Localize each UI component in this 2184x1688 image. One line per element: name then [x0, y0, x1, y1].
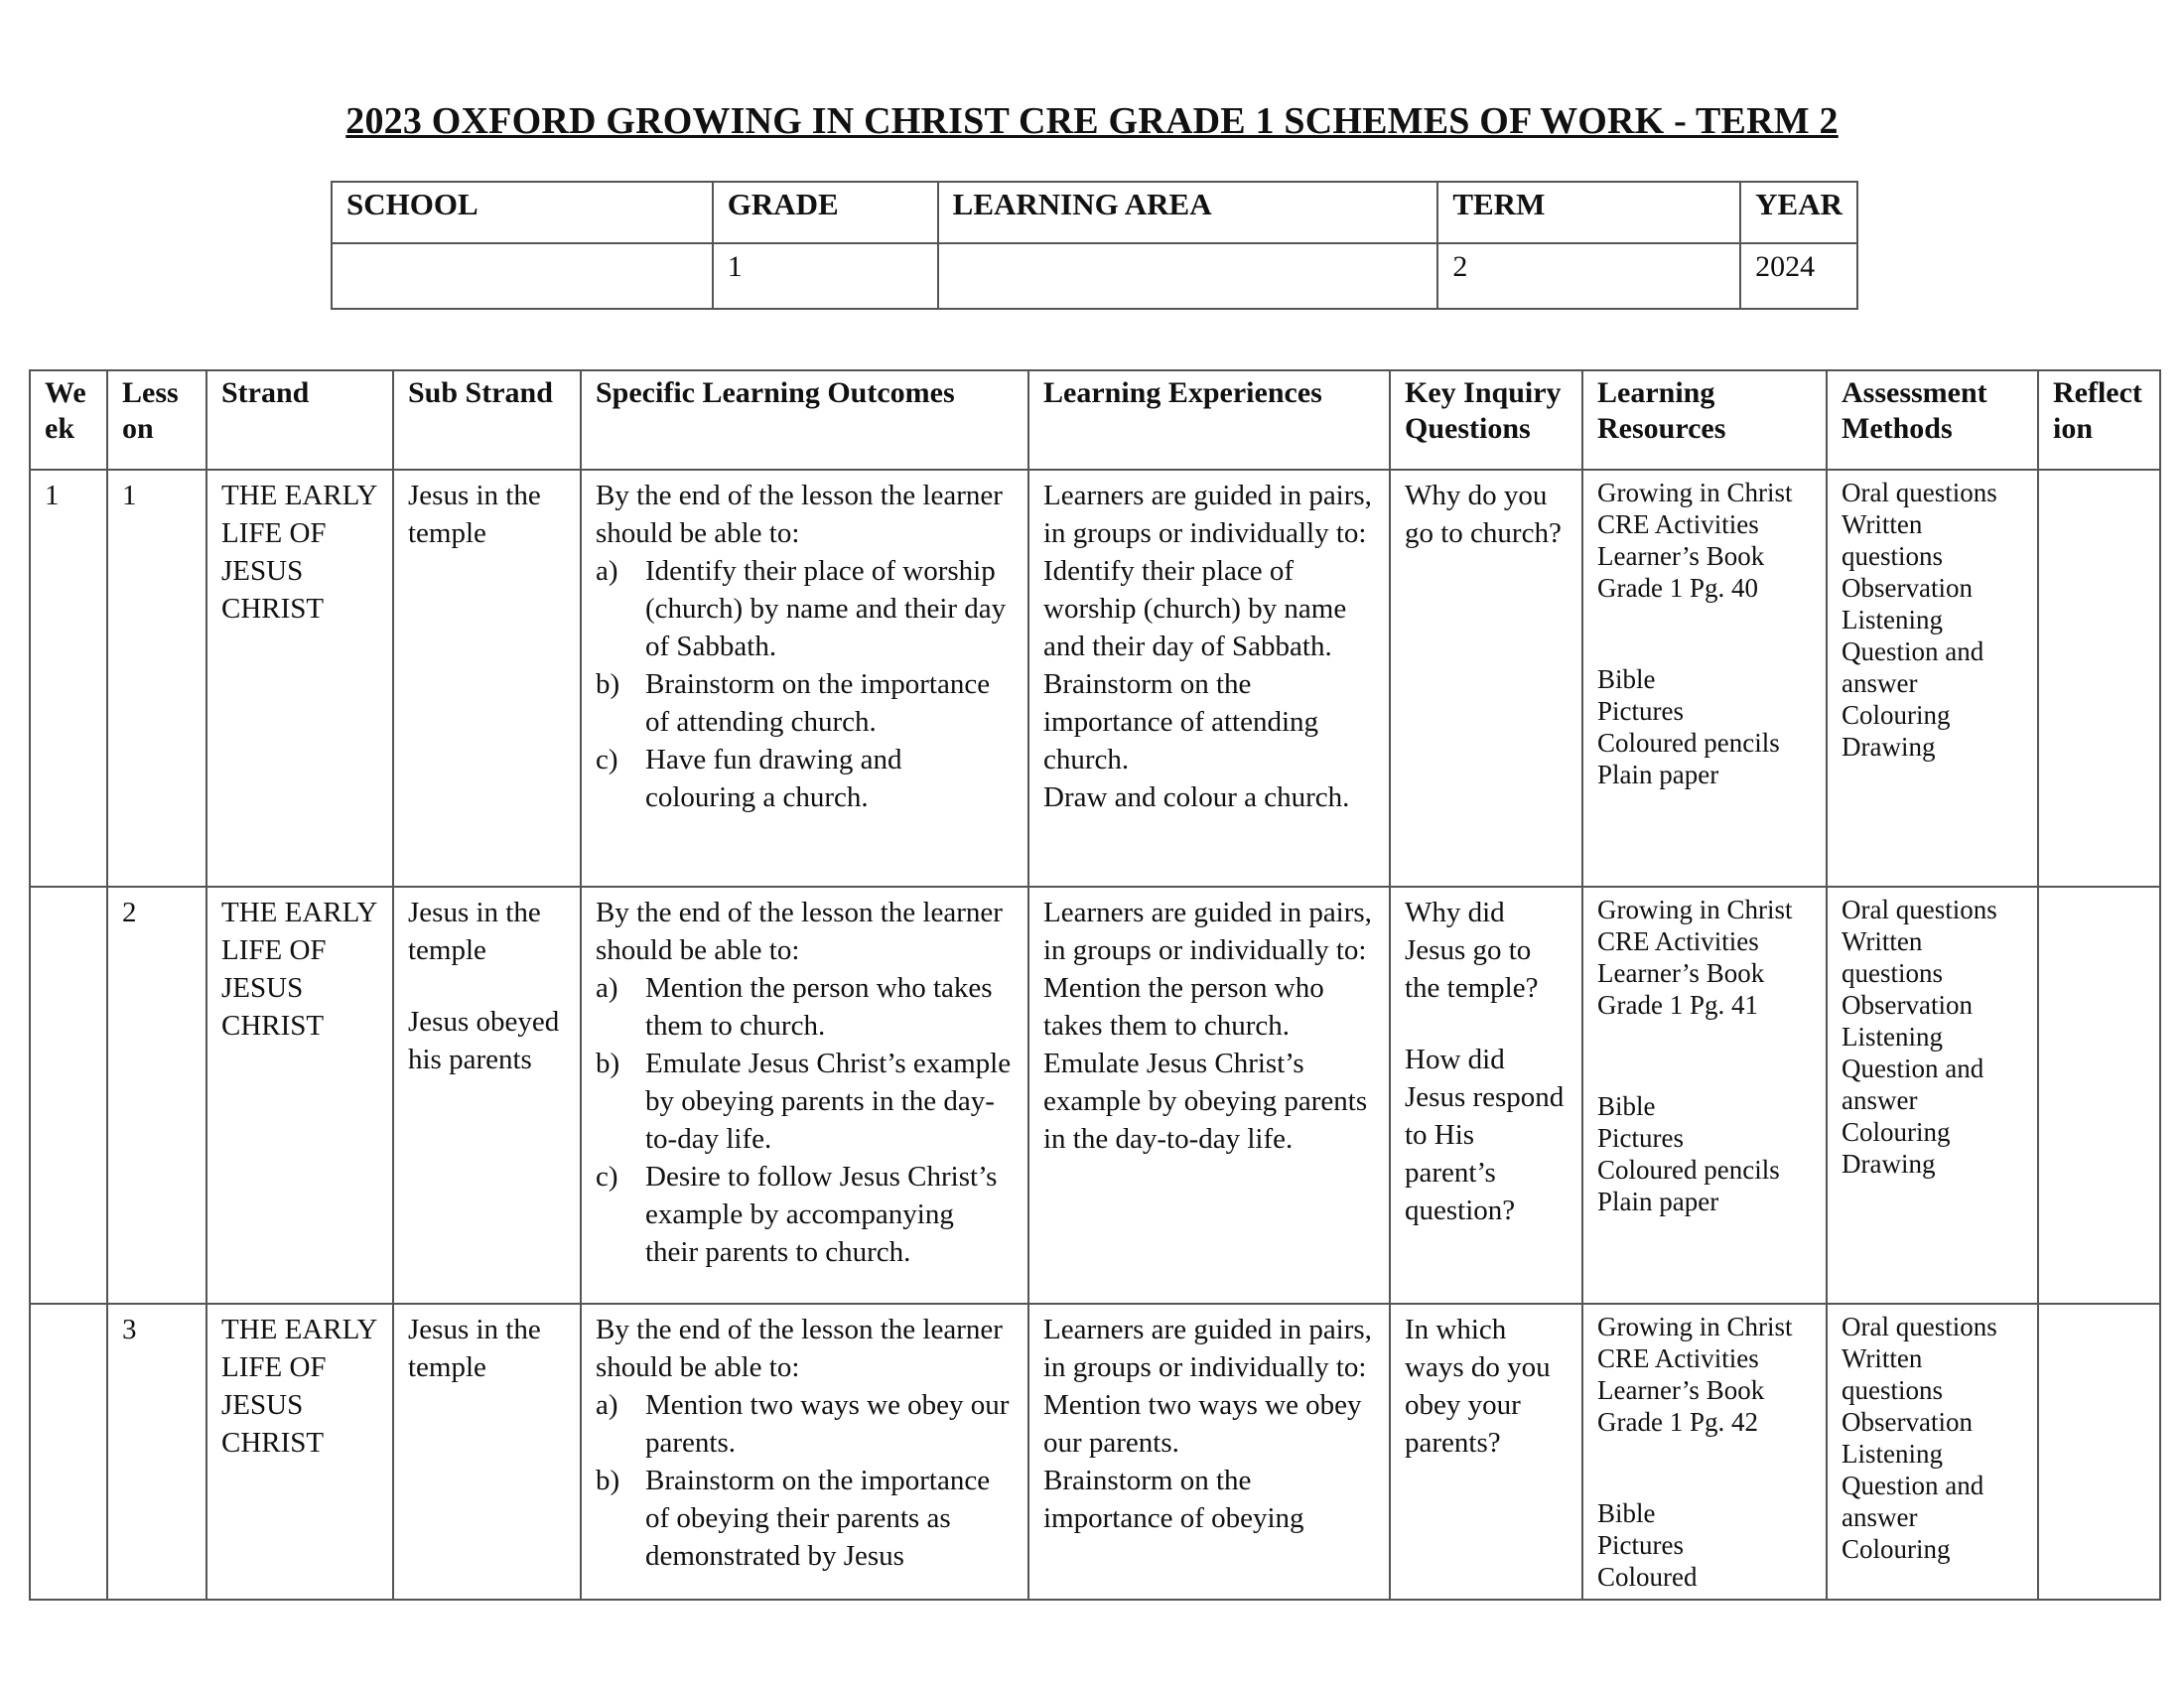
assessment-item: Question and answer — [1842, 1471, 1984, 1532]
value-grade: 1 — [713, 243, 938, 309]
resource-item: Pictures — [1597, 1123, 1684, 1153]
assessment-item: Oral questions — [1842, 895, 1997, 924]
questions-cell — [1390, 470, 1582, 887]
questions-cell — [1390, 1304, 1582, 1600]
week-cell: 1 — [30, 470, 107, 887]
list-item: a) Mention two ways we obey our parents. — [596, 1389, 1010, 1459]
info-value-row — [332, 243, 1857, 309]
assessment-item: Oral questions — [1842, 1312, 1997, 1341]
resource-item: Coloured — [1597, 1562, 1698, 1592]
sub-strand-text: Jesus in the temple — [408, 480, 541, 549]
experience-line: Brainstorm on the importance of attending church. — [1043, 668, 1319, 775]
resource-book: Growing in Christ CRE Activities Learner’s Book Grade 1 Pg. 40 — [1597, 478, 1793, 603]
resource-item: Bible — [1597, 664, 1656, 694]
resources-cell — [1582, 1304, 1827, 1600]
assessment-item: Written questions — [1842, 509, 1944, 571]
resource-item: Pictures — [1597, 1530, 1684, 1560]
header-grade: GRADE — [713, 182, 938, 243]
assessment-item: Drawing — [1842, 1149, 1936, 1179]
assessment-item: Observation — [1842, 1407, 1973, 1437]
resource-item: Pictures — [1597, 696, 1684, 726]
experience-line: Learners are guided in pairs, in groups or individually to: — [1043, 897, 1372, 966]
week-cell — [30, 887, 107, 1304]
resource-book: Growing in Christ CRE Activities Learner’s Book Grade 1 Pg. 41 — [1597, 895, 1793, 1020]
assessment-item: Drawing — [1842, 732, 1936, 762]
assessment-item: Listening — [1842, 605, 1943, 634]
resource-item: Plain paper — [1597, 1187, 1719, 1216]
week-cell — [30, 1304, 107, 1600]
value-year: 2024 — [1740, 243, 1857, 309]
assessment-item: Observation — [1842, 990, 1973, 1020]
scheme-header-row — [30, 370, 2160, 470]
assessment-item: Oral questions — [1842, 478, 1997, 507]
col-resources: Learning Resources — [1582, 370, 1827, 470]
strand-cell: THE EARLY LIFE OF JESUS CHRIST — [206, 470, 393, 887]
assessment-cell — [1827, 1304, 2038, 1600]
value-term: 2 — [1437, 243, 1740, 309]
scheme-of-work-table — [29, 369, 2161, 1601]
table-row — [30, 1304, 2160, 1600]
assessment-item: Question and answer — [1842, 1054, 1984, 1115]
outcomes-intro: By the end of the lesson the learner should be able to: — [596, 897, 1003, 966]
assessment-cell — [1827, 887, 2038, 1304]
resource-item: Coloured pencils — [1597, 728, 1780, 758]
assessment-item: Colouring — [1842, 700, 1951, 730]
table-row — [30, 470, 2160, 887]
school-info-table — [331, 181, 1858, 310]
assessment-item: Colouring — [1842, 1534, 1951, 1564]
list-item: b) Brainstorm on the importance of obeying their parents as demonstrated by Jesus — [596, 1465, 991, 1572]
col-questions: Key Inquiry Questions — [1390, 370, 1582, 470]
sub-strand-cell — [393, 887, 581, 1304]
lesson-cell: 3 — [107, 1304, 206, 1600]
strand-cell: THE EARLY LIFE OF JESUS CHRIST — [206, 887, 393, 1304]
header-school: SCHOOL — [332, 182, 713, 243]
outcomes-intro: By the end of the lesson the learner should be able to: — [596, 1314, 1003, 1383]
reflection-cell — [2038, 1304, 2160, 1600]
question-line: In which ways do you obey your parents? — [1405, 1314, 1551, 1459]
assessment-item: Colouring — [1842, 1117, 1951, 1147]
question-line: Why do you go to church? — [1405, 480, 1562, 549]
question-line: How did Jesus respond to His parent’s question? — [1405, 1044, 1565, 1226]
info-header-row — [332, 182, 1857, 243]
assessment-item: Written questions — [1842, 926, 1944, 988]
sub-strand-text: Jesus obeyed his parents — [408, 1006, 560, 1075]
experiences-cell — [1028, 470, 1390, 887]
table-row — [30, 887, 2160, 1304]
col-outcomes: Specific Learning Outcomes — [581, 370, 1028, 470]
experience-line: Brainstorm on the importance of obeying — [1043, 1465, 1304, 1534]
sub-strand-text: Jesus in the temple — [408, 1314, 541, 1383]
list-item: c) Have fun drawing and colouring a church. — [596, 744, 902, 813]
header-term: TERM — [1437, 182, 1740, 243]
col-week: We ek — [30, 370, 107, 470]
reflection-cell — [2038, 887, 2160, 1304]
experience-line: Learners are guided in pairs, in groups or individually to: — [1043, 1314, 1372, 1383]
assessment-item: Question and answer — [1842, 636, 1984, 698]
experience-line: Learners are guided in pairs, in groups or individually to: — [1043, 480, 1372, 549]
page-title: 2023 OXFORD GROWING IN CHRIST CRE GRADE 1 SCHEMES OF WORK - TERM 2 — [345, 100, 1839, 142]
col-assessment: Assessment Methods — [1827, 370, 2038, 470]
sub-strand-cell — [393, 470, 581, 887]
list-item: a) Mention the person who takes them to church. — [596, 972, 993, 1042]
list-item: a) Identify their place of worship (church) by name and their day of Sabbath. — [596, 555, 1007, 662]
sub-strand-text: Jesus in the temple — [408, 897, 541, 966]
reflection-cell — [2038, 470, 2160, 887]
assessment-cell — [1827, 470, 2038, 887]
resource-item: Bible — [1597, 1498, 1656, 1528]
resources-cell — [1582, 887, 1827, 1304]
col-reflection: Reflect ion — [2038, 370, 2160, 470]
col-strand: Strand — [206, 370, 393, 470]
assessment-item: Observation — [1842, 573, 1973, 603]
experiences-cell — [1028, 1304, 1390, 1600]
header-learning-area: LEARNING AREA — [938, 182, 1438, 243]
outcomes-cell — [581, 1304, 1028, 1600]
experience-line: Emulate Jesus Christ’s example by obeying parents in the day-to-day life. — [1043, 1048, 1368, 1155]
header-year: YEAR — [1740, 182, 1857, 243]
list-item: b) Brainstorm on the importance of attending church. — [596, 668, 991, 738]
outcomes-list — [596, 969, 1014, 1271]
col-experiences: Learning Experiences — [1028, 370, 1390, 470]
question-line: Why did Jesus go to the temple? — [1405, 897, 1539, 1004]
experiences-cell — [1028, 887, 1390, 1304]
outcomes-list — [596, 1386, 1014, 1575]
strand-cell: THE EARLY LIFE OF JESUS CHRIST — [206, 1304, 393, 1600]
experience-line: Draw and colour a church. — [1043, 781, 1350, 813]
lesson-cell: 1 — [107, 470, 206, 887]
col-sub-strand: Sub Strand — [393, 370, 581, 470]
resource-book: Growing in Christ CRE Activities Learner’s Book Grade 1 Pg. 42 — [1597, 1312, 1793, 1437]
questions-cell — [1390, 887, 1582, 1304]
list-item: b) Emulate Jesus Christ’s example by obeying parents in the day-to-day life. — [596, 1048, 1012, 1155]
assessment-item: Listening — [1842, 1022, 1943, 1052]
lesson-cell: 2 — [107, 887, 206, 1304]
experience-line: Mention the person who takes them to church. — [1043, 972, 1324, 1042]
assessment-item: Listening — [1842, 1439, 1943, 1469]
outcomes-intro: By the end of the lesson the learner should be able to: — [596, 480, 1003, 549]
resource-item: Bible — [1597, 1091, 1656, 1121]
assessment-item: Written questions — [1842, 1343, 1944, 1405]
resource-item: Plain paper — [1597, 760, 1719, 789]
value-school — [332, 243, 713, 309]
experience-line: Identify their place of worship (church) by name and their day of Sabbath. — [1043, 555, 1347, 662]
outcomes-list — [596, 552, 1014, 816]
outcomes-cell — [581, 470, 1028, 887]
resource-item: Coloured pencils — [1597, 1155, 1780, 1185]
list-item: c) Desire to follow Jesus Christ’s example by accompanying their parents to church. — [596, 1161, 998, 1268]
experience-line: Mention two ways we obey our parents. — [1043, 1389, 1362, 1459]
outcomes-cell — [581, 887, 1028, 1304]
value-learning-area — [938, 243, 1438, 309]
resources-cell — [1582, 470, 1827, 887]
sub-strand-cell — [393, 1304, 581, 1600]
col-lesson: Less on — [107, 370, 206, 470]
